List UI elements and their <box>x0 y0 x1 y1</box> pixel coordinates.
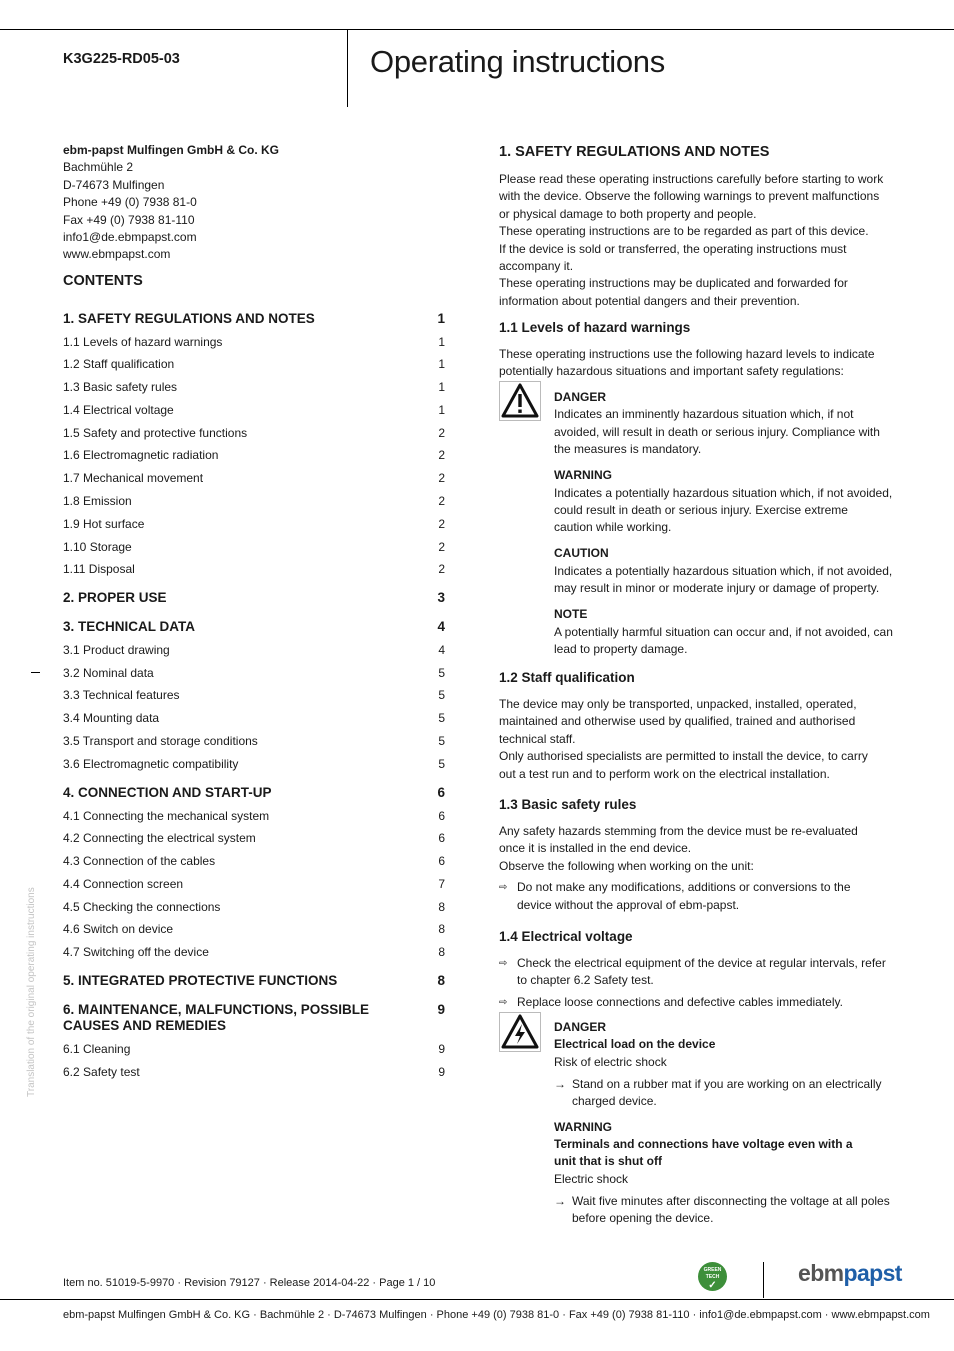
toc-item[interactable]: 4.4 Connection screen 7 <box>63 877 445 891</box>
right-arrow-icon: → <box>554 1076 566 1091</box>
greentech-badge: GREEN TECH ✓ <box>698 1262 727 1291</box>
toc-item[interactable]: 3.6 Electromagnetic compatibility 5 <box>63 757 445 771</box>
toc-item[interactable]: 2. PROPER USE 3 <box>63 590 445 605</box>
company-email[interactable]: info1@de.ebmpapst.com <box>63 230 197 245</box>
toc-item[interactable]: 1.3 Basic safety rules 1 <box>63 380 445 394</box>
arrow-bullet-icon: ⇨ <box>499 882 508 894</box>
toc-item[interactable]: 1.6 Electromagnetic radiation 2 <box>63 448 445 462</box>
toc-item[interactable]: 4.6 Switch on device 8 <box>63 922 445 936</box>
toc-item[interactable]: 4. CONNECTION AND START-UP 6 <box>63 785 445 800</box>
toc-item[interactable]: 1.7 Mechanical movement 2 <box>63 471 445 485</box>
bullet-item: ⇨ Check the electrical equipment of the device at regular intervals, refer to chapter 6.2 Safety test. <box>499 956 886 988</box>
section-1-3-heading: 1.3 Basic safety rules <box>499 797 637 812</box>
company-phone: Phone +49 (0) 7938 81-0 <box>63 195 197 210</box>
section-1-4-heading: 1.4 Electrical voltage <box>499 929 633 944</box>
electrical-warnings: DANGER Electrical load on the device Risk of electric shock → Stand on a rubber mat if you are working on an electrically charged device. WARNING Terminals and connections have voltage even with a unit that is shut off Electric shock → Wait five minutes after disconnecting the voltage at all poles before opening the device. <box>554 1019 894 1228</box>
danger-title: DANGER <box>554 390 607 404</box>
toc-item[interactable]: 1.9 Hot surface 2 <box>63 517 445 531</box>
company-city: D-74673 Mulfingen <box>63 177 165 192</box>
section-1-2-heading: 1.2 Staff qualification <box>499 670 635 685</box>
toc-item[interactable]: 3.2 Nominal data 5 <box>63 666 445 680</box>
toc-item[interactable]: 5. INTEGRATED PROTECTIVE FUNCTIONS 8 <box>63 973 445 988</box>
ebmpapst-logo: ebmpapst <box>798 1260 902 1286</box>
toc-item[interactable]: 1.8 Emission 2 <box>63 494 445 508</box>
toc-item[interactable]: 6.2 Safety test 9 <box>63 1065 445 1079</box>
margin-mark <box>31 672 40 673</box>
check-icon: ✓ <box>708 1280 717 1291</box>
toc-item[interactable]: 3.4 Mounting data 5 <box>63 711 445 725</box>
company-web[interactable]: www.ebmpapst.com <box>63 247 171 262</box>
company-name: ebm-papst Mulfingen GmbH & Co. KG <box>63 143 279 157</box>
arrow-bullet-icon: ⇨ <box>499 997 508 1009</box>
section-1-3-text: Any safety hazards stemming from the device must be re-evaluated once it is installed in the end device. Observe the following when working on the unit: ⇨ Do not make any modifications, additions or conversions to the device without the approval of ebm-papst. <box>499 823 891 914</box>
section-1-4-text <box>499 955 891 1012</box>
section-1-1-intro: These operating instructions use the following hazard levels to indicate potentially hazardous situations and important safety regulations: <box>499 347 875 379</box>
toc-item[interactable]: 4.1 Connecting the mechanical system 6 <box>63 809 445 823</box>
action-item: → Wait five minutes after disconnecting the voltage at all poles before opening the device. <box>554 1193 890 1226</box>
electric-hazard-icon <box>499 1012 541 1052</box>
side-note: Translation of the original operating instructions <box>26 887 37 1097</box>
company-address <box>63 142 279 264</box>
section-1-heading: 1. SAFETY REGULATIONS AND NOTES <box>499 144 770 160</box>
toc-item[interactable]: 4.2 Connecting the electrical system 6 <box>63 831 445 845</box>
section-1-1-heading: 1.1 Levels of hazard warnings <box>499 320 691 335</box>
footer-address: ebm-papst Mulfingen GmbH & Co. KG · Bachmühle 2 · D-74673 Mulfingen · Phone +49 (0) 7938 81-0 · Fax +49 (0) 7938 81-110 · info1@de.ebmpapst.com · www.ebmpapst.com <box>63 1309 930 1321</box>
toc-item[interactable]: 1.10 Storage 2 <box>63 540 445 554</box>
action-item: → Stand on a rubber mat if you are working on an electrically charged device. <box>554 1076 882 1109</box>
warning-triangle-icon <box>499 381 541 421</box>
caution-title: CAUTION <box>554 546 609 561</box>
toc-item[interactable]: 4.7 Switching off the device 8 <box>63 945 445 959</box>
right-arrow-icon: → <box>554 1193 566 1208</box>
note-title: NOTE <box>554 607 588 622</box>
toc-item[interactable]: 3.3 Technical features 5 <box>63 688 445 702</box>
contents-heading: CONTENTS <box>63 273 143 289</box>
section-1-intro: Please read these operating instructions carefully before starting to work with the device. Observe the following warnings to prevent malfunctions or physical damage to both property and people. These operating instructions are to be regarded as part of this device. If the device is sold or transferred, the operating instructions must accompany it. These operating instructions may be duplicated and forwarded for information about potential dangers and their prevention. <box>499 172 884 308</box>
model-number: K3G225-RD05-03 <box>63 51 180 67</box>
bullet-item: ⇨ Replace loose connections and defective cables immediately. <box>499 994 891 1011</box>
footer-item-info: Item no. 51019-5-9970 · Revision 79127 · Release 2014-04-22 · Page 1 / 10 <box>63 1277 436 1289</box>
toc-item[interactable]: 1.1 Levels of hazard warnings 1 <box>63 335 445 349</box>
toc-item[interactable]: 1.11 Disposal 2 <box>63 562 445 576</box>
toc-item[interactable]: 3.1 Product drawing 4 <box>63 643 445 657</box>
company-fax: Fax +49 (0) 7938 81-110 <box>63 212 195 227</box>
toc-item[interactable]: 6.1 Cleaning 9 <box>63 1042 445 1056</box>
document-title: Operating instructions <box>370 44 665 79</box>
toc-item[interactable]: 3.5 Transport and storage conditions 5 <box>63 734 445 748</box>
toc-item[interactable]: 1. SAFETY REGULATIONS AND NOTES 1 <box>63 311 445 326</box>
toc-item[interactable]: 4.5 Checking the connections 8 <box>63 900 445 914</box>
footer-rule <box>0 1299 954 1300</box>
toc-item[interactable]: 1.2 Staff qualification 1 <box>63 357 445 371</box>
arrow-bullet-icon: ⇨ <box>499 958 508 969</box>
hazard-levels: DANGER Indicates an imminently hazardous situation which, if not avoided, will result in death or serious injury. Compliance with the measures is mandatory. WARNING Indicates a potentially hazardous situation which, if not avoided, could result in death or serious injury. Exercise extreme caution while working. CAUTION Indicates a potentially hazardous situation which, if not avoided, may result in minor or moderate injury or damage of property. NOTE A potentially harmful situation can occur and, if not avoided, can lead to property damage. <box>554 390 893 657</box>
toc-item[interactable]: 6. MAINTENANCE, MALFUNCTIONS, POSSIBLE CAUSES AND REMEDIES 9 <box>63 1002 445 1033</box>
header-divider <box>347 29 348 107</box>
section-1-2-text: The device may only be transported, unpacked, installed, operated, maintained and otherwise used by qualified, trained and authorised technical staff. Only authorised specialists are permitted to install the device, to carry out a test run and to perform work on the electrical installation. <box>499 697 868 781</box>
toc-item[interactable]: 1.4 Electrical voltage 1 <box>63 403 445 417</box>
toc-item[interactable]: 3. TECHNICAL DATA 4 <box>63 619 445 634</box>
toc-item[interactable]: 1.5 Safety and protective functions 2 <box>63 426 445 440</box>
footer-logo-divider <box>763 1262 764 1298</box>
bullet-item: ⇨ Do not make any modifications, additions or conversions to the device without the approval of ebm-papst. <box>499 880 851 912</box>
toc-item[interactable]: 4.3 Connection of the cables 6 <box>63 854 445 868</box>
header-top-rule <box>0 29 954 30</box>
warning-title: WARNING <box>554 468 612 483</box>
company-street: Bachmühle 2 <box>63 160 134 175</box>
